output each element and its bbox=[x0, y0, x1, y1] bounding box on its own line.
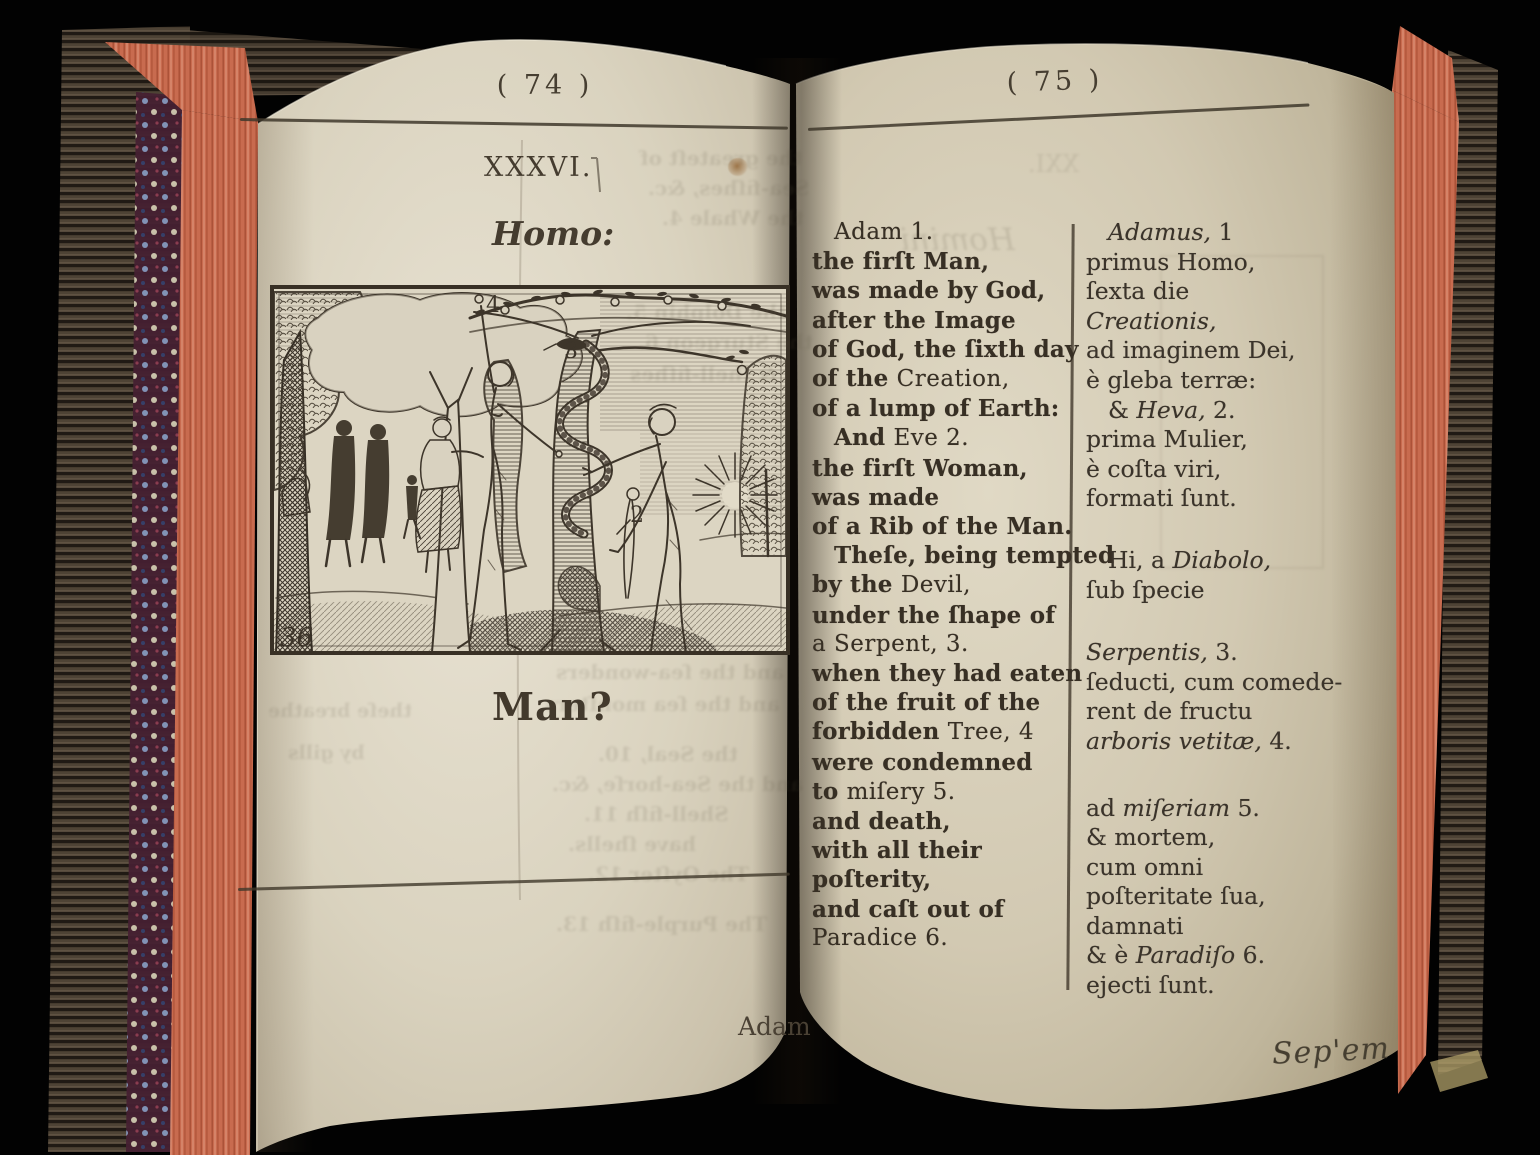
text-line: poſterity, bbox=[812, 866, 932, 894]
header-rule-left bbox=[240, 118, 788, 130]
text-line: a Serpent, 3. bbox=[812, 630, 969, 657]
page-number-75: ( 75 ) bbox=[1006, 64, 1104, 99]
woodcut-label-3: 3 bbox=[564, 339, 578, 364]
text-line: Theſe, being tempted bbox=[834, 542, 1115, 570]
text-line: damnati bbox=[1086, 911, 1184, 940]
english-text-column bbox=[812, 218, 1115, 953]
text-line: Paradice 6. bbox=[812, 924, 949, 951]
text-line: of God, the ſixth day bbox=[812, 335, 1079, 363]
handwritten-annotation: Sep'em bbox=[1271, 1030, 1391, 1073]
text-line: & Heva, 2. bbox=[1108, 395, 1236, 424]
text-line: and caſt out of bbox=[812, 895, 1005, 923]
text-line: & è Paradiſo 6. bbox=[1086, 941, 1266, 970]
text-line: rent de fructu bbox=[1086, 697, 1253, 726]
text-line: è coſta viri, bbox=[1086, 454, 1222, 483]
woodcut-label-4: 4 bbox=[486, 293, 500, 318]
text-line: when they had eaten bbox=[812, 660, 1083, 688]
text-line: arboris vetitæ, 4. bbox=[1086, 726, 1292, 755]
text-line: Creationis, bbox=[1086, 306, 1217, 335]
text-line: of the Creation, bbox=[812, 365, 1010, 393]
text-line: And Eve 2. bbox=[834, 424, 970, 452]
text-line: ſub ſpecie bbox=[1086, 575, 1205, 604]
text-line: ejecti ſunt. bbox=[1086, 971, 1215, 1000]
text-line: of a Rib of the Man. bbox=[812, 513, 1073, 541]
chapter-title-english: Man? bbox=[492, 684, 613, 729]
text-line: of a lump of Earth: bbox=[812, 395, 1060, 423]
text-line: of the fruit of the bbox=[812, 689, 1041, 717]
text-line: ad miſeriam 5. bbox=[1086, 793, 1260, 822]
text-line: Hi, a Diabolo, bbox=[1108, 545, 1272, 574]
text-line: cum omni bbox=[1086, 852, 1204, 881]
text-line: formati ſunt. bbox=[1086, 484, 1237, 513]
chapter-title-latin: Homo: bbox=[492, 214, 615, 253]
text-line: Adamus, 1 bbox=[1108, 218, 1234, 246]
text-line: ſeducti, cum comede- bbox=[1086, 667, 1343, 696]
latin-text-column bbox=[1086, 218, 1348, 1001]
text-line: primus Homo, bbox=[1086, 247, 1256, 276]
text-line: the firſt Woman, bbox=[812, 454, 1028, 482]
woodcut-figure-number: 36 bbox=[280, 623, 314, 653]
text-line: ſexta die bbox=[1086, 277, 1190, 306]
text-line: poſteritate ſua, bbox=[1086, 882, 1266, 911]
woodcut-label-2: 2 bbox=[630, 503, 644, 528]
foxing-stain bbox=[728, 158, 748, 176]
catchword: Adam bbox=[738, 1012, 811, 1041]
text-line: & mortem, bbox=[1086, 823, 1216, 852]
text-line: prima Mulier, bbox=[1086, 425, 1248, 454]
text-line: after the Image bbox=[812, 306, 1016, 334]
text-line: with all their bbox=[812, 837, 982, 865]
chapter-number: XXXVI. bbox=[484, 152, 593, 183]
text-line: was made by God, bbox=[812, 277, 1046, 305]
text-line: by the Devil, bbox=[812, 571, 971, 599]
text-line: forbidden Tree, 4 bbox=[812, 718, 1035, 746]
page-number-74: ( 74 ) bbox=[496, 70, 594, 101]
text-line: were condemned bbox=[812, 748, 1033, 776]
text-line: è gleba terræ: bbox=[1086, 365, 1257, 394]
footer-rule-left bbox=[238, 873, 790, 891]
text-line: to miſery 5. bbox=[812, 777, 956, 805]
text-line: Serpentis, 3. bbox=[1086, 638, 1238, 667]
text-line: under the ſhape of bbox=[812, 601, 1056, 629]
text-line: and death, bbox=[812, 808, 951, 836]
text-line: the firſt Man, bbox=[812, 248, 990, 276]
text-line: ad imaginem Dei, bbox=[1086, 336, 1296, 365]
text-line: Adam 1. bbox=[834, 219, 934, 245]
header-rule-right bbox=[808, 103, 1310, 131]
text-line: was made bbox=[812, 483, 940, 511]
